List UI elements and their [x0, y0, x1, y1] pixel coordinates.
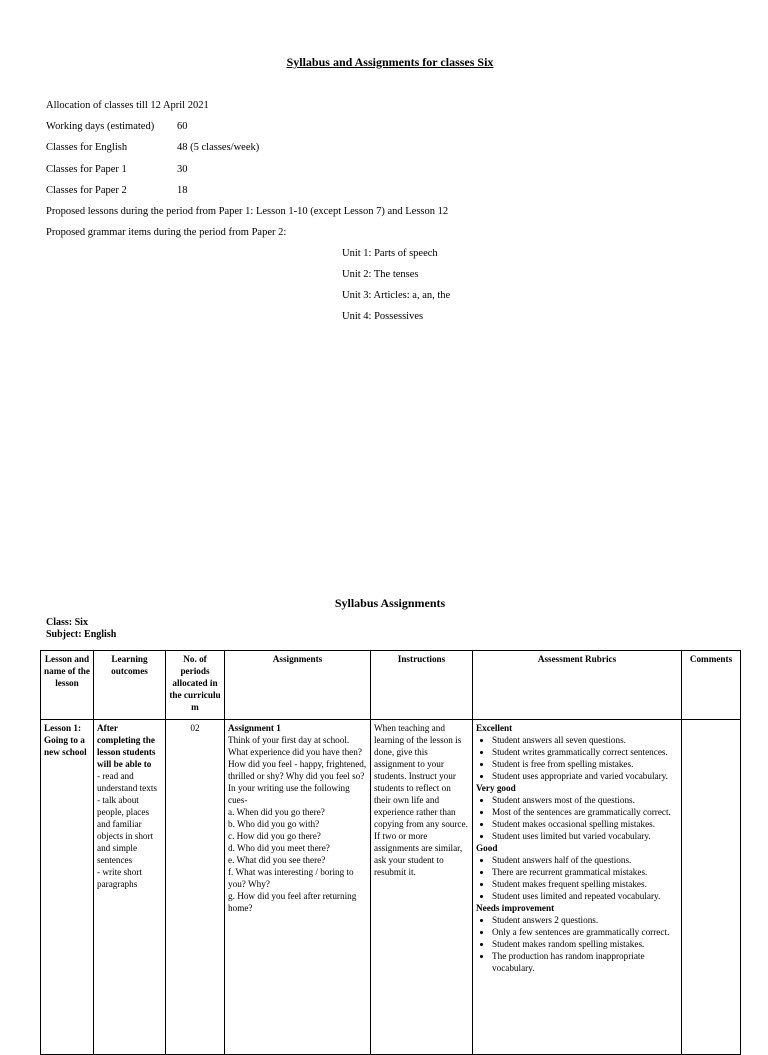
header-assignments: Assignments: [225, 651, 371, 720]
subject-line: Subject: English: [46, 629, 117, 640]
assignment-body: Think of your first day at school. What experience did you have then? How did you feel - happy, frightened, thrilled or shy? Why did you feel so? In your writing use the following cues- a. When did you go there? b. Who did you go with? c. How did you go there? d. Who did you meet there? e. What did you see there? f. What was interesting / boring to you? Why? g. How did you feel after returning home?: [228, 735, 367, 913]
rubric-item: • Student uses appropriate and varied vocabulary.: [492, 770, 678, 782]
rubric-item: • Student uses limited but varied vocabulary.: [492, 830, 678, 842]
header-rubrics: Assessment Rubrics: [473, 651, 682, 720]
rubric-list: [476, 794, 678, 842]
assignment-cell: [225, 720, 371, 1055]
document-title: Syllabus and Assignments for classes Six: [286, 55, 494, 69]
instructions-cell: When teaching and learning of the lesson is done, give this assignment to your students. Instruct your students to reflect on their own life and experience rather than copying from any source. If two or more assignments are similar, ask your student to resubmit it.: [371, 720, 473, 1055]
unit-item: Unit 4: Possessives: [342, 311, 424, 322]
rubrics-cell: [473, 720, 682, 1055]
header-outcomes: Learning outcomes: [94, 651, 166, 720]
alloc-value: 48 (5 classes/week): [177, 142, 260, 153]
rubric-list: [476, 734, 678, 782]
alloc-value: 18: [177, 185, 188, 196]
rubric-item: • Student answers half of the questions.: [492, 854, 678, 866]
comments-cell: [682, 720, 741, 1055]
unit-item: Unit 2: The tenses: [342, 269, 419, 280]
rubric-item: • Student makes frequent spelling mistakes.: [492, 878, 678, 890]
rubric-level: Excellent: [476, 723, 513, 733]
rubric-level: Very good: [476, 783, 516, 793]
alloc-value: 60: [177, 121, 188, 132]
syllabus-table: [40, 650, 741, 1055]
rubric-list: [476, 854, 678, 902]
rubric-item: • Only a few sentences are grammatically correct.: [492, 926, 678, 938]
outcomes-intro: After completing the lesson students will be able to: [97, 723, 156, 769]
lesson-cell: Lesson 1: Going to a new school: [41, 720, 94, 1055]
alloc-label: Classes for English: [46, 142, 128, 153]
assignment-title: Assignment 1: [228, 723, 281, 733]
outcomes-cell: [94, 720, 166, 1055]
rubric-item: • Student answers all seven questions.: [492, 734, 678, 746]
rubric-item: • The production has random inappropriate vocabulary.: [492, 950, 678, 974]
allocation-line: Allocation of classes till 12 April 2021: [46, 100, 209, 111]
rubric-item: • Student is free from spelling mistakes.: [492, 758, 678, 770]
alloc-value: 30: [177, 164, 188, 175]
section-title: Syllabus Assignments: [334, 596, 446, 610]
header-comments: Comments: [682, 651, 741, 720]
periods-cell: 02: [166, 720, 225, 1055]
alloc-label: Working days (estimated): [46, 121, 155, 132]
proposed-lessons: Proposed lessons during the period from Paper 1: Lesson 1-10 (except Lesson 7) and Lesson 12: [46, 206, 449, 217]
rubric-item: • Most of the sentences are grammatically correct.: [492, 806, 678, 818]
unit-item: Unit 1: Parts of speech: [342, 248, 438, 259]
outcomes-list: - read and understand texts - talk about people, places and familiar objects in short and simple sentences - write short paragraphs: [97, 771, 157, 889]
alloc-label: Classes for Paper 1: [46, 164, 127, 175]
alloc-label: Classes for Paper 2: [46, 185, 127, 196]
proposed-grammar: Proposed grammar items during the period from Paper 2:: [46, 227, 287, 238]
header-periods: No. of periods allocated in the curriculu m: [166, 651, 225, 720]
rubric-item: • Student uses limited and repeated vocabulary.: [492, 890, 678, 902]
rubric-item: • Student makes occasional spelling mistakes.: [492, 818, 678, 830]
header-instructions: Instructions: [371, 651, 473, 720]
rubric-level: Needs improvement: [476, 903, 555, 913]
table-row: [41, 720, 741, 1055]
unit-item: Unit 3: Articles: a, an, the: [342, 290, 451, 301]
rubric-item: • Student answers 2 questions.: [492, 914, 678, 926]
rubric-item: • Student writes grammatically correct sentences.: [492, 746, 678, 758]
table-header-row: [41, 651, 741, 720]
rubric-list: [476, 914, 678, 974]
header-lesson: Lesson and name of the lesson: [41, 651, 94, 720]
rubric-level: Good: [476, 843, 498, 853]
rubric-item: • Student answers most of the questions.: [492, 794, 678, 806]
rubric-item: • Student makes random spelling mistakes.: [492, 938, 678, 950]
rubric-item: • There are recurrent grammatical mistakes.: [492, 866, 678, 878]
class-line: Class: Six: [46, 617, 88, 628]
